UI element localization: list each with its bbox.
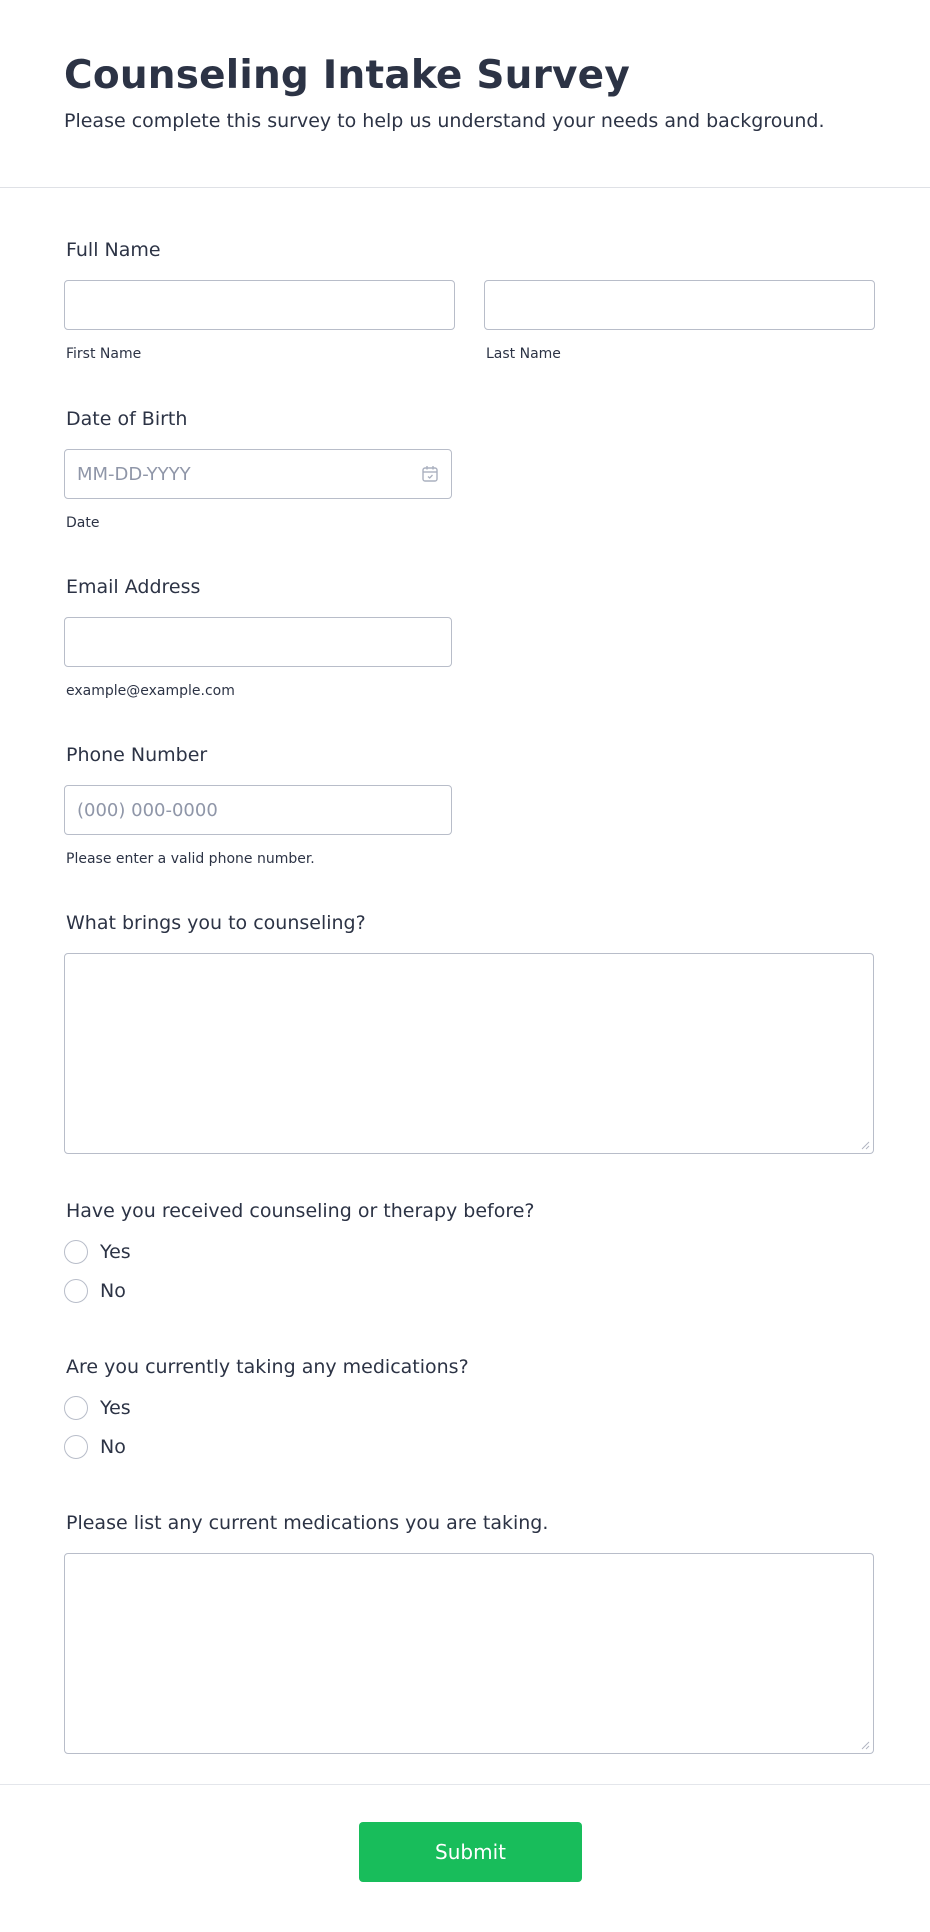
resize-handle-icon[interactable]: [860, 1740, 870, 1750]
last-name-input[interactable]: [484, 280, 875, 330]
med-list-label: Please list any current medications you are taking.: [66, 1512, 549, 1534]
radio-no[interactable]: [64, 1435, 88, 1459]
dob-label: Date of Birth: [66, 408, 188, 430]
phone-field: [64, 743, 454, 868]
radio-label-yes: Yes: [100, 1397, 131, 1419]
reason-label: What brings you to counseling?: [66, 912, 366, 934]
med-list-textarea[interactable]: [64, 1553, 874, 1754]
page-title: Counseling Intake Survey: [64, 53, 630, 98]
medications-field: [64, 1355, 469, 1460]
dob-sublabel: Date: [66, 515, 100, 531]
medications-label: Are you currently taking any medications?: [66, 1356, 469, 1378]
dob-input[interactable]: [64, 449, 452, 499]
prior-therapy-field: [64, 1199, 535, 1304]
phone-placeholder: (000) 000-0000: [77, 799, 218, 821]
prior-therapy-option-yes[interactable]: [64, 1239, 535, 1265]
page-subtitle: Please complete this survey to help us understand your needs and background.: [64, 110, 825, 132]
first-name-input[interactable]: [64, 280, 455, 330]
prior-therapy-option-no[interactable]: [64, 1278, 535, 1304]
resize-handle-icon[interactable]: [860, 1140, 870, 1150]
first-name-sublabel: First Name: [66, 346, 142, 362]
calendar-icon[interactable]: [421, 465, 439, 483]
radio-label-no: No: [100, 1436, 126, 1458]
last-name-group: [484, 280, 875, 363]
phone-label: Phone Number: [66, 744, 208, 766]
email-input[interactable]: [64, 617, 452, 667]
dob-placeholder: MM-DD-YYYY: [77, 463, 191, 485]
medications-option-no[interactable]: [64, 1434, 469, 1460]
form-footer: [0, 1784, 930, 1932]
first-name-group: [64, 280, 455, 363]
phone-input[interactable]: [64, 785, 452, 835]
form-header: [0, 0, 930, 188]
reason-textarea[interactable]: [64, 953, 874, 1154]
reason-field: [64, 911, 874, 1154]
email-sublabel: example@example.com: [66, 683, 235, 699]
radio-yes[interactable]: [64, 1396, 88, 1420]
submit-button[interactable]: Submit: [359, 1822, 582, 1882]
prior-therapy-label: Have you received counseling or therapy before?: [66, 1200, 535, 1222]
medications-option-yes[interactable]: [64, 1395, 469, 1421]
last-name-sublabel: Last Name: [486, 346, 561, 362]
radio-no[interactable]: [64, 1279, 88, 1303]
full-name-field: [64, 238, 161, 262]
med-list-field: [64, 1511, 874, 1754]
radio-label-no: No: [100, 1280, 126, 1302]
email-label: Email Address: [66, 576, 201, 598]
email-field: [64, 575, 454, 700]
phone-sublabel: Please enter a valid phone number.: [66, 851, 315, 867]
full-name-label: Full Name: [66, 239, 161, 261]
radio-label-yes: Yes: [100, 1241, 131, 1263]
radio-yes[interactable]: [64, 1240, 88, 1264]
dob-field: [64, 407, 454, 532]
